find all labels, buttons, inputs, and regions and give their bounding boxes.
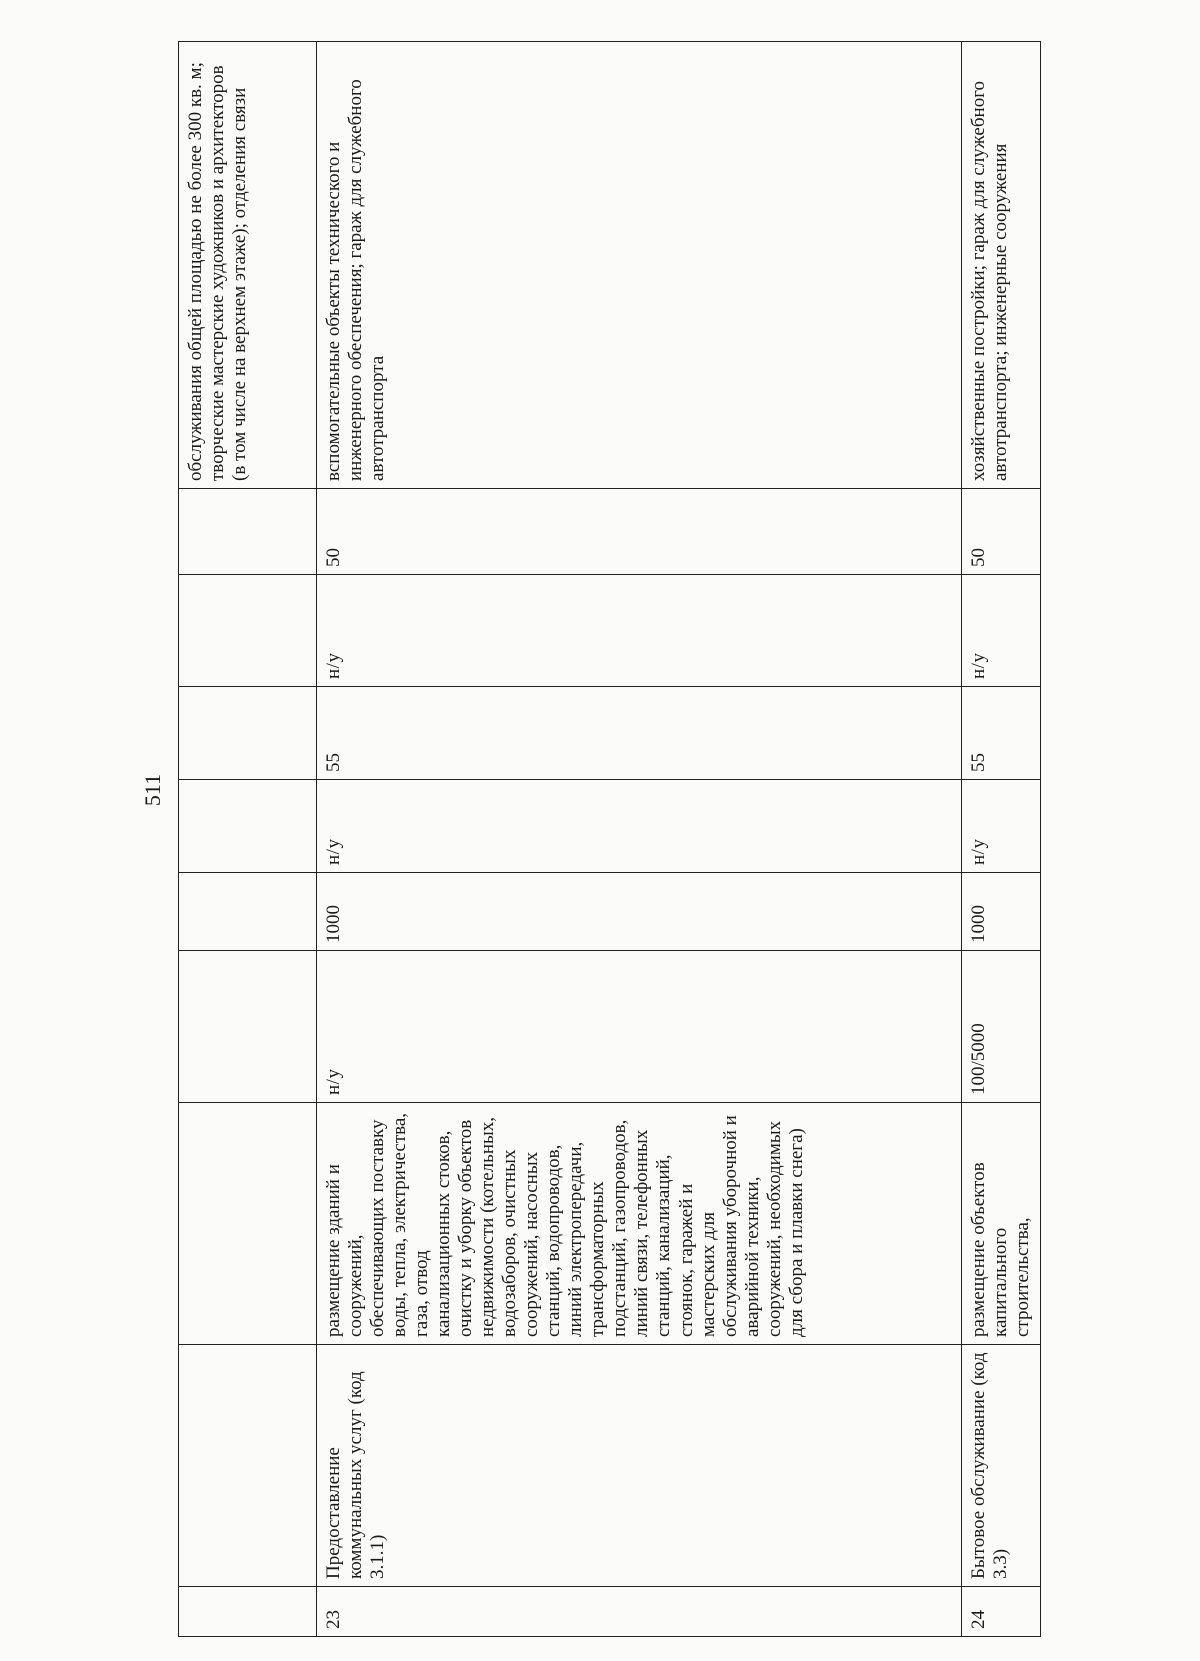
auxiliary-uses-cell: хозяйственные постройки; гараж для служебного автотранспорта; инженерные сооружения: [962, 42, 1041, 489]
value-cell: 55: [317, 687, 962, 780]
auxiliary-uses-cell: обслуживания общей площадью не более 300 кв. м; творческие мастерские художников и архитекторов (в том числе на верхнем этаже); отделения связи: [179, 42, 317, 489]
table-cell: [179, 575, 317, 687]
table-cell: [179, 780, 317, 873]
table-row: [179, 42, 317, 1637]
row-number-cell: 24: [962, 1587, 1041, 1637]
use-type-cell: Бытовое обслуживание (код 3.3): [962, 1345, 1041, 1587]
table-row: [962, 42, 1041, 1637]
auxiliary-uses-cell: вспомогательные объекты технического и инженерного обеспечения; гараж для служебного автотранспорта: [317, 42, 962, 489]
row-number-cell: 23: [317, 1587, 962, 1637]
table-cell: [179, 687, 317, 780]
value-cell: н/у: [317, 780, 962, 873]
value-cell: 50: [317, 489, 962, 575]
table-cell: [179, 1103, 317, 1345]
value-cell: 55: [962, 687, 1041, 780]
value-cell: 50: [962, 489, 1041, 575]
table-row: [317, 42, 962, 1637]
table-cell: [179, 951, 317, 1103]
table-cell: [179, 1587, 317, 1637]
value-cell: н/у: [962, 575, 1041, 687]
value-cell: 1000: [962, 873, 1041, 951]
table-wrapper: [178, 42, 1034, 1637]
use-description-cell: размещение зданий и сооружений, обеспечивающих поставку воды, тепла, электричества, газа, отвод канализационных стоков, очистку и уборку объектов недвижимости (котельных, водозаборов, очистных сооружений, насосных станций, водопроводов, линий электропередачи, трансформаторных подстанций, газопроводов, линий связи, телефонных станций, канализаций, стоянок, гаражей и мастерских для обслуживания уборочной и аварийной техники, сооружений, необходимых для сбора и плавки снега): [317, 1103, 962, 1345]
table-cell: [179, 1345, 317, 1587]
use-type-cell: Предоставление коммунальных услуг (код 3.1.1): [317, 1345, 962, 1587]
plot-area-cell: н/у: [317, 951, 962, 1103]
permitted-use-table: [178, 41, 1041, 1637]
table-cell: [179, 873, 317, 951]
value-cell: 1000: [317, 873, 962, 951]
plot-area-cell: 100/5000: [962, 951, 1041, 1103]
page-number: 511: [140, 773, 165, 807]
value-cell: н/у: [317, 575, 962, 687]
use-description-cell: размещение объектов капитального строительства,: [962, 1103, 1041, 1345]
value-cell: н/у: [962, 780, 1041, 873]
table-cell: [179, 489, 317, 575]
